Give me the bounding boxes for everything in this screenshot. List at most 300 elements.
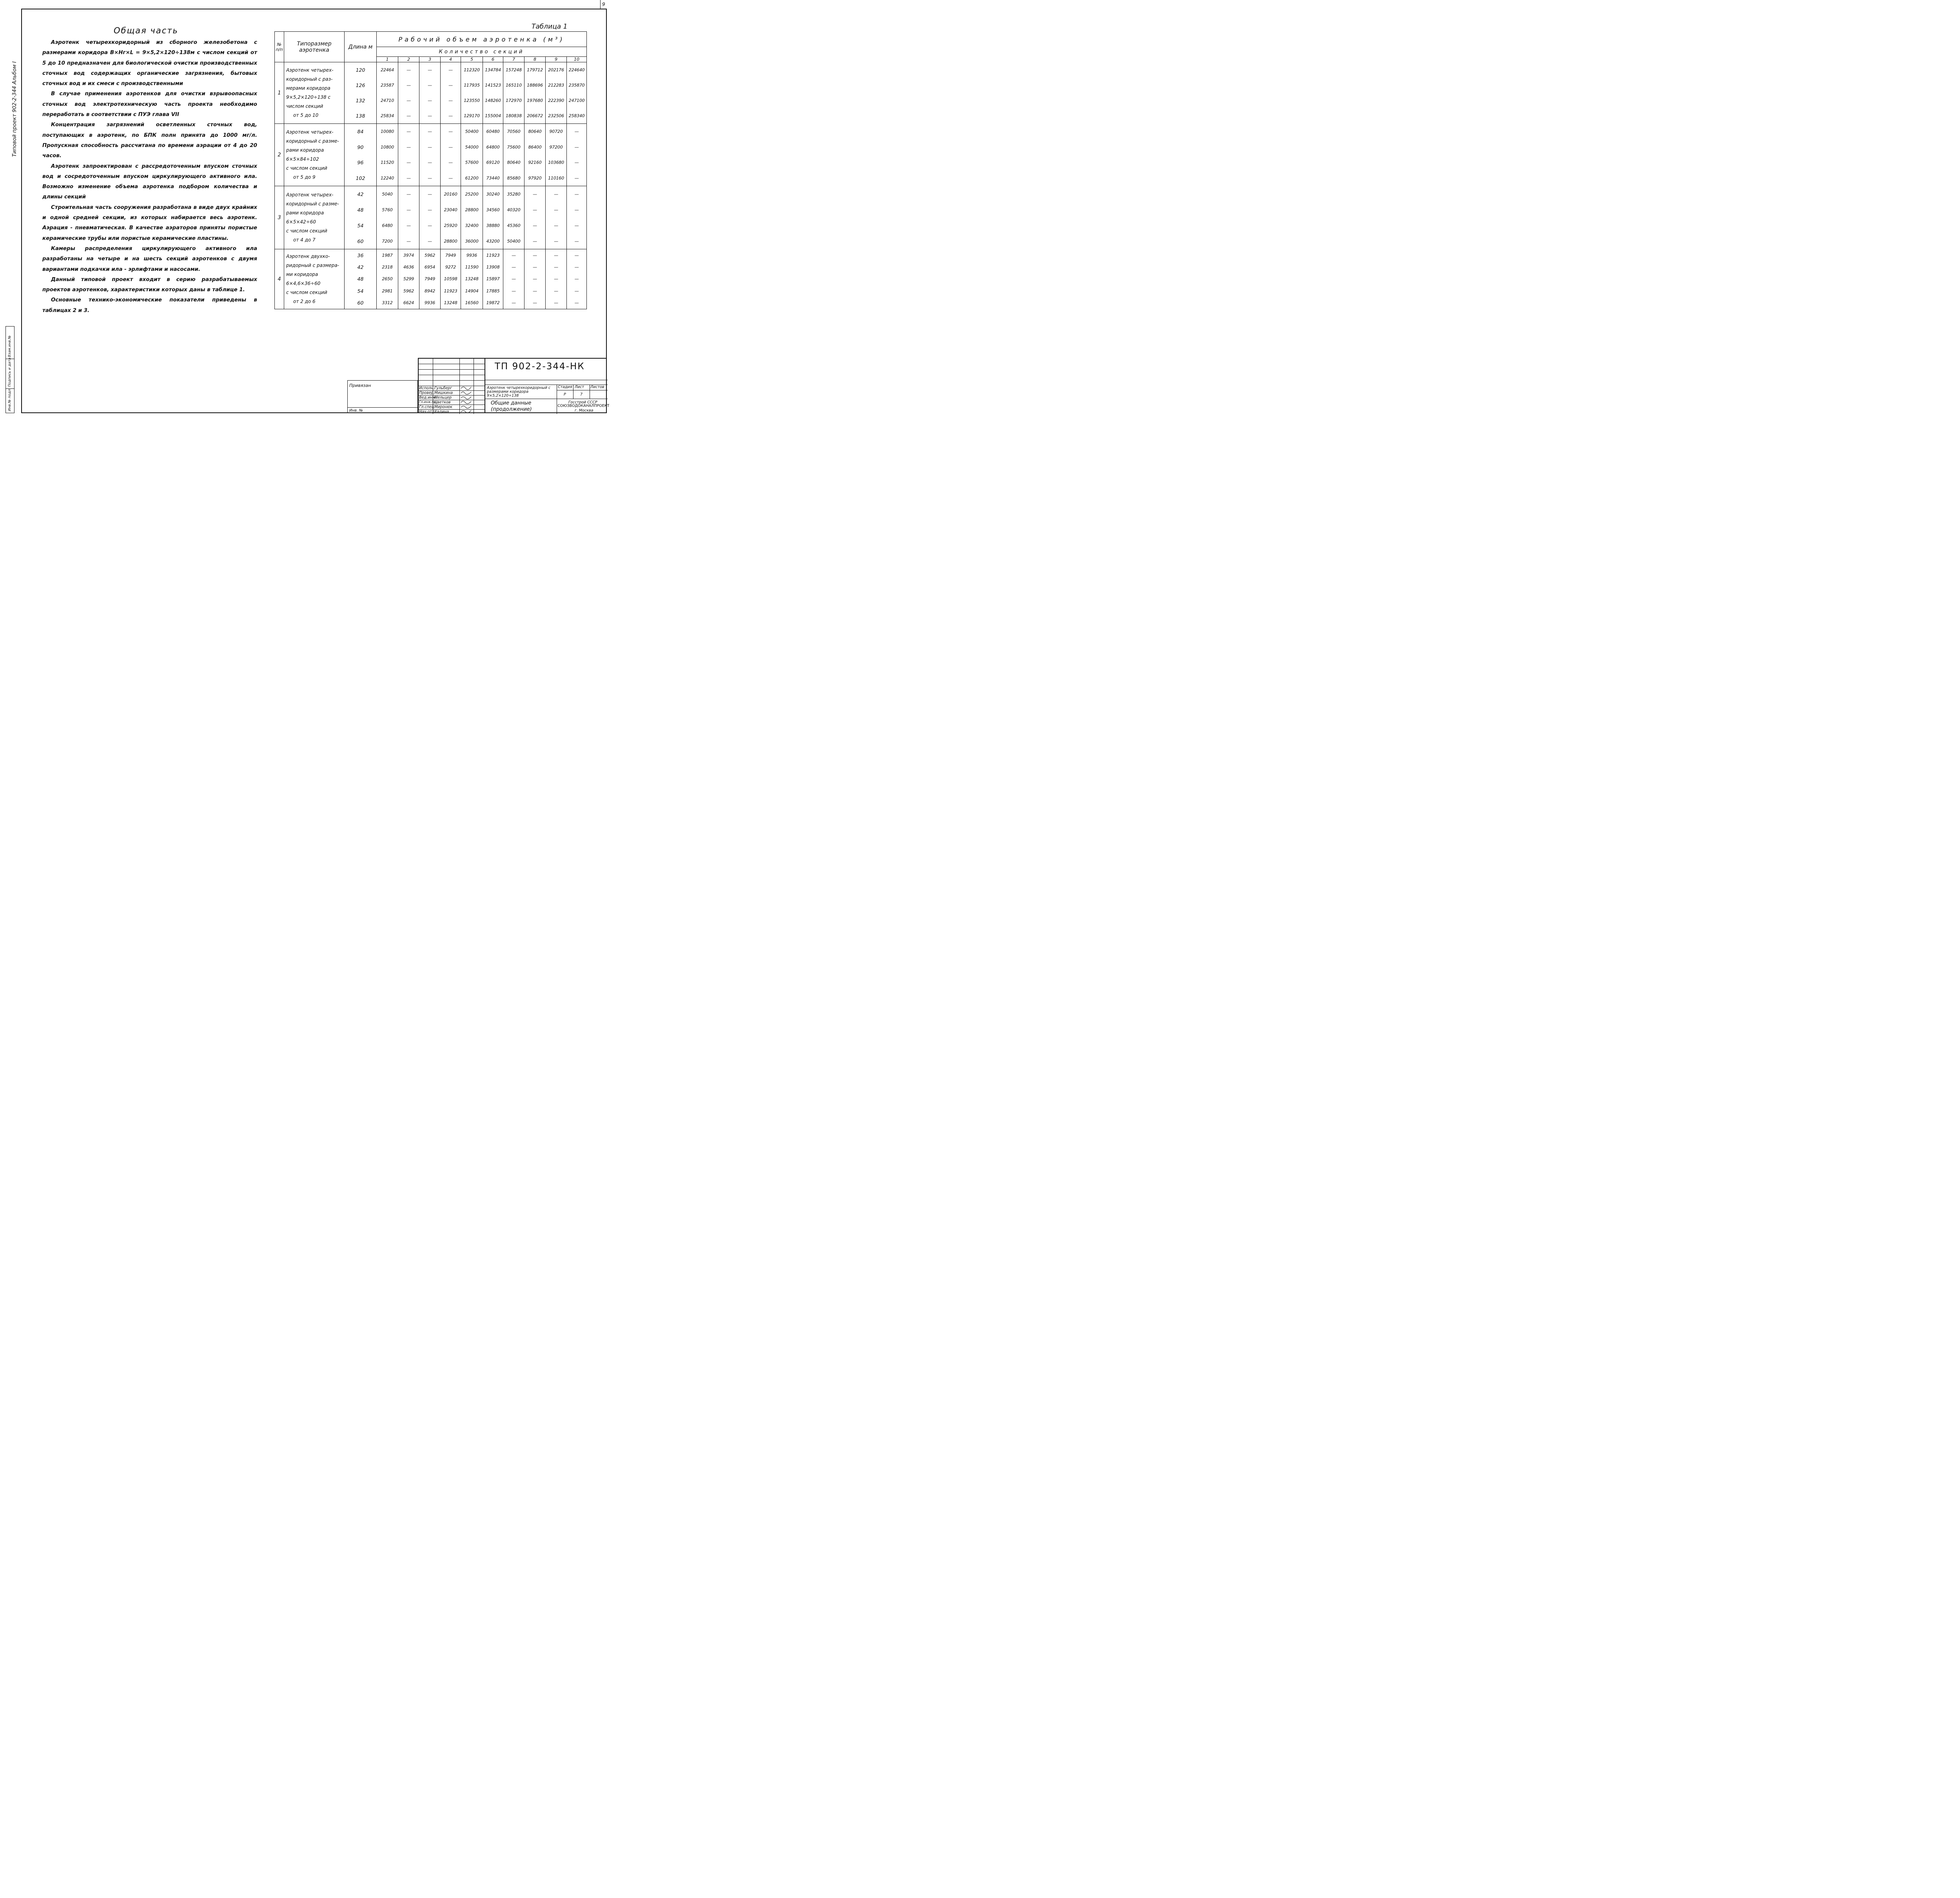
- volume-value: 123550: [464, 98, 480, 103]
- header-section-number: 10: [567, 57, 587, 62]
- volume-value: —: [554, 238, 558, 244]
- volume-value: 110160: [548, 175, 564, 181]
- volume-value: —: [428, 83, 432, 88]
- volume-cell: [441, 124, 461, 186]
- volume-value: 180838: [506, 113, 522, 118]
- notes-title: Общая часть: [114, 26, 178, 35]
- notes-paragraph: Данный типовой проект входит в серию разрабатываемых проектов аэротенков, характеристики которых даны в таблице 1.: [42, 276, 257, 293]
- volume-cell: [461, 249, 483, 309]
- volume-value: 35280: [507, 191, 521, 197]
- volume-cell: [546, 124, 567, 186]
- type-description-line: ми коридора: [286, 272, 318, 277]
- table-row: [275, 124, 587, 186]
- volume-value: 24710: [381, 98, 394, 103]
- person-name: Миронюк: [434, 405, 453, 409]
- volume-value: —: [407, 175, 411, 181]
- volume-value: 97200: [549, 144, 563, 150]
- person-name: Цветков: [434, 400, 451, 405]
- volume-value: —: [428, 238, 432, 244]
- volume-value: 14904: [465, 288, 479, 294]
- type-description-line: с числом секций: [286, 228, 327, 234]
- volume-value: 4636: [403, 265, 414, 270]
- type-description-line: коридорный с разме-: [286, 201, 339, 207]
- volume-value: —: [574, 191, 579, 197]
- volume-value: —: [574, 300, 579, 306]
- volume-value: 43200: [486, 238, 500, 244]
- length-value: 42: [357, 191, 364, 197]
- volume-value: —: [428, 144, 432, 150]
- volume-value: 28800: [444, 238, 457, 244]
- volume-table: [274, 31, 587, 309]
- volume-value: 75600: [507, 144, 521, 150]
- row-number: 3: [275, 186, 284, 249]
- volume-cell: [461, 62, 483, 124]
- volume-value: 34560: [486, 207, 500, 212]
- volume-value: —: [428, 113, 432, 118]
- strip-label-replace: Взам.инв.№: [8, 335, 12, 357]
- type-description-line: 6×5×42÷60: [286, 219, 316, 225]
- volume-cell: [461, 124, 483, 186]
- volume-cell: [503, 62, 524, 124]
- type-description: [284, 249, 345, 309]
- length-value: 126: [356, 82, 365, 88]
- volume-value: —: [448, 113, 453, 118]
- volume-value: 165110: [506, 83, 522, 88]
- type-description: [284, 124, 345, 186]
- volume-value: 40320: [507, 207, 521, 212]
- volume-value: 22464: [381, 67, 394, 73]
- volume-value: —: [428, 67, 432, 73]
- type-description-line: с числом секций: [286, 165, 327, 171]
- volume-value: —: [533, 300, 537, 306]
- role-label: Провер.: [419, 391, 435, 395]
- volume-value: —: [428, 207, 432, 212]
- volume-value: 9272: [445, 265, 456, 270]
- header-no: № п/п: [275, 32, 284, 62]
- volume-value: —: [554, 252, 558, 258]
- type-description-line: Аэротенк четырех-: [286, 67, 334, 73]
- volume-value: 202176: [548, 67, 564, 73]
- volume-value: —: [554, 288, 558, 294]
- volume-value: 80640: [528, 129, 542, 134]
- role-label: Гл.инж.пр.: [419, 400, 437, 404]
- volume-value: —: [407, 129, 411, 134]
- type-description-line: Аэротенк четырех-: [286, 192, 334, 198]
- volume-value: 8942: [424, 288, 436, 294]
- volume-value: —: [448, 175, 453, 181]
- header-section-number: 1: [377, 57, 398, 62]
- type-description-line: 6×5×84÷102: [286, 156, 319, 162]
- volume-value: 13908: [486, 265, 500, 270]
- side-project-label: Типовой проект 902-2-344 Альбом I: [12, 61, 18, 157]
- volume-value: —: [448, 83, 453, 88]
- volume-value: 90720: [549, 129, 563, 134]
- volume-cell: [483, 124, 503, 186]
- header-section-number: 3: [419, 57, 441, 62]
- length-value: 132: [356, 98, 365, 103]
- volume-value: 5299: [403, 276, 414, 282]
- length-value: 60: [357, 238, 364, 244]
- length-value: 48: [357, 276, 364, 282]
- volume-cell: [503, 124, 524, 186]
- notes-paragraph: Строительная часть сооружения разработана в виде двух крайних и одной средней секции, из которых набирается весь аэротенк. Аэрация - пневматическая. В качестве аэраторов приняты пористые керамические трубы или пористые керамические пластины.: [42, 204, 257, 241]
- header-sections: Количество секций: [377, 47, 587, 57]
- volume-value: 206672: [527, 113, 543, 118]
- volume-cell: [419, 124, 441, 186]
- grid-line: [419, 369, 485, 370]
- volume-value: 2981: [382, 288, 393, 294]
- person-name: Хадина: [434, 410, 449, 414]
- volume-cell: [524, 62, 546, 124]
- header-section-number: 9: [546, 57, 567, 62]
- document-code: ТП 902-2-344-НК: [495, 361, 585, 372]
- volume-value: —: [533, 276, 537, 282]
- length-cell: [345, 124, 377, 186]
- type-description-line: Аэротенк четырех-: [286, 129, 334, 135]
- type-description-line: коридорный с раз-: [286, 76, 333, 82]
- volume-value: 5040: [382, 191, 393, 197]
- notes-paragraph: Основные технико-экономические показатели приведены в таблицах 2 и 3.: [42, 297, 257, 314]
- volume-value: —: [554, 265, 558, 270]
- table-row: [275, 186, 587, 249]
- volume-value: —: [448, 67, 453, 73]
- volume-value: 129170: [464, 113, 480, 118]
- volume-value: 85680: [507, 175, 521, 181]
- volume-value: 73440: [486, 175, 500, 181]
- row-number: 2: [275, 124, 284, 186]
- person-name: Мельцер: [434, 396, 452, 400]
- volume-value: —: [512, 300, 516, 306]
- volume-value: —: [428, 175, 432, 181]
- role-label: Исполн.: [419, 386, 435, 390]
- volume-value: —: [448, 98, 453, 103]
- volume-value: —: [554, 223, 558, 228]
- volume-value: 11923: [444, 288, 457, 294]
- volume-value: —: [533, 265, 537, 270]
- person-name: Гульберг: [434, 386, 452, 390]
- volume-value: 7949: [424, 276, 436, 282]
- volume-cell: [567, 124, 587, 186]
- length-value: 90: [357, 144, 364, 150]
- volume-cell: [483, 62, 503, 124]
- volume-value: 11520: [381, 160, 394, 165]
- volume-cell: [483, 249, 503, 309]
- volume-value: 5962: [403, 288, 414, 294]
- volume-value: 3974: [403, 252, 414, 258]
- volume-value: 134784: [485, 67, 501, 73]
- volume-value: —: [448, 160, 453, 165]
- volume-cell: [398, 249, 419, 309]
- volume-cell: [398, 186, 419, 249]
- volume-value: —: [533, 238, 537, 244]
- length-value: 42: [357, 264, 364, 270]
- volume-value: —: [407, 144, 411, 150]
- type-description: [284, 186, 345, 249]
- volume-value: 155004: [485, 113, 501, 118]
- header-volume: Рабочий объем аэротенка (м³): [377, 32, 587, 47]
- volume-value: —: [448, 144, 453, 150]
- volume-value: 222390: [548, 98, 564, 103]
- volume-value: —: [407, 67, 411, 73]
- volume-value: 10598: [444, 276, 457, 282]
- volume-value: —: [554, 300, 558, 306]
- volume-cell: [377, 186, 398, 249]
- volume-value: 9936: [424, 300, 436, 306]
- volume-cell: [567, 62, 587, 124]
- volume-value: —: [512, 265, 516, 270]
- volume-value: 19872: [486, 300, 500, 306]
- volume-value: 13248: [444, 300, 457, 306]
- volume-value: 112320: [464, 67, 480, 73]
- volume-value: —: [407, 113, 411, 118]
- volume-value: 172970: [506, 98, 522, 103]
- length-value: 84: [357, 129, 364, 135]
- volume-value: —: [574, 276, 579, 282]
- volume-value: —: [533, 207, 537, 212]
- volume-value: —: [407, 207, 411, 212]
- stage-value: Р: [564, 392, 566, 397]
- type-description-line: коридорный с разме-: [286, 138, 339, 144]
- volume-cell: [567, 186, 587, 249]
- inv-label: Инв. №: [349, 408, 363, 413]
- volume-cell: [461, 186, 483, 249]
- volume-value: —: [574, 265, 579, 270]
- volume-value: 97920: [528, 175, 542, 181]
- volume-value: —: [574, 252, 579, 258]
- volume-value: 12240: [381, 175, 394, 181]
- stamp-strip-values: [14, 326, 21, 413]
- binding-divider: [348, 407, 418, 408]
- type-description-line: от 5 до 10: [293, 113, 319, 118]
- volume-value: 28800: [465, 207, 479, 212]
- type-description-line: от 2 до 6: [293, 299, 316, 304]
- role-label: Гл.спец.: [419, 405, 436, 409]
- volume-value: 70560: [507, 129, 521, 134]
- length-value: 36: [357, 252, 364, 258]
- header-type: Типоразмер аэротенка: [284, 32, 345, 62]
- notes-paragraph: Аэротенк четырехкоридорный из сборного железобетона с размерами коридора B×Hг×L = 9×5,2×120÷138м с числом секций от 5 до 10 предназначен для биологической очистки производственных сточных вод содержащих органические загрязнения, бытовых сточных вод и их смеси с производственными: [42, 40, 257, 87]
- volume-value: 25200: [465, 191, 479, 197]
- volume-value: —: [428, 191, 432, 197]
- volume-value: 5760: [382, 207, 393, 212]
- volume-cell: [419, 62, 441, 124]
- volume-value: 54000: [465, 144, 479, 150]
- notes-paragraph: Камеры распределения циркулирующего активного ила разработаны на четыре и на шесть секций аэротенков с двумя вариантами подкачки ила - эрлифтами и насосами.: [42, 245, 257, 272]
- type-description-line: мерами коридора: [286, 85, 330, 91]
- signature-scribbles: [459, 385, 474, 414]
- volume-value: —: [407, 160, 411, 165]
- stamp-strip: [5, 326, 14, 413]
- volume-value: 11590: [465, 265, 479, 270]
- volume-value: —: [554, 191, 558, 197]
- volume-value: 117935: [464, 83, 480, 88]
- volume-value: —: [554, 207, 558, 212]
- volume-value: 7200: [382, 238, 393, 244]
- notes-text: [42, 38, 257, 316]
- volume-value: 92160: [528, 160, 542, 165]
- volume-cell: [546, 62, 567, 124]
- volume-cell: [524, 186, 546, 249]
- length-value: 138: [356, 113, 365, 119]
- volume-value: 232506: [548, 113, 564, 118]
- volume-value: —: [428, 129, 432, 134]
- volume-value: 64800: [486, 144, 500, 150]
- volume-value: —: [574, 288, 579, 294]
- volume-value: 11923: [486, 252, 500, 258]
- volume-value: —: [512, 252, 516, 258]
- strip-label-inv: Инв.№ подл.: [8, 388, 12, 411]
- volume-value: 7949: [445, 252, 456, 258]
- volume-value: —: [574, 207, 579, 212]
- person-name: Мишкина: [434, 391, 453, 395]
- volume-cell: [441, 186, 461, 249]
- volume-value: —: [574, 129, 579, 134]
- volume-value: —: [554, 276, 558, 282]
- volume-value: —: [407, 83, 411, 88]
- volume-value: 157248: [506, 67, 522, 73]
- type-description-line: рами коридора: [286, 147, 324, 153]
- type-description-line: числом секций: [286, 103, 323, 109]
- table-row: [275, 249, 587, 309]
- length-value: 60: [357, 300, 364, 306]
- type-description-line: с числом секций: [286, 290, 327, 295]
- volume-value: 38880: [486, 223, 500, 228]
- type-description-line: от 4 до 7: [293, 237, 316, 243]
- object-title-text: Аэротенк четырехкоридорный с размерами коридора 9×5,2×120÷138: [487, 386, 551, 398]
- volume-cell: [419, 186, 441, 249]
- role-label: Вед.инж.: [419, 396, 437, 400]
- volume-value: 224640: [568, 67, 585, 73]
- length-value: 96: [357, 160, 364, 166]
- title-block-signatures: [418, 358, 485, 413]
- row-number: 1: [275, 62, 284, 124]
- volume-value: 2650: [382, 276, 393, 282]
- length-cell: [345, 249, 377, 309]
- length-value: 54: [357, 288, 364, 294]
- volume-value: 6480: [382, 223, 393, 228]
- notes-paragraph: В случае применения аэротенков для очистки взрывоопасных сточных вод электротехническую часть проекта необходимо переработать в соответствии с ПУЭ глава VII: [42, 91, 257, 118]
- volume-value: 69120: [486, 160, 500, 165]
- table-row: [275, 62, 587, 124]
- notes-paragraph: Аэротенк запроектирован с рассредоточенным впуском сточных вод и сосредоточенным впуском циркулирующего активного ила. Возможно изменение объема аэротенка подбором количества и длины секций: [42, 163, 257, 200]
- sheet-title: Общие данные (продолжение): [491, 400, 532, 412]
- volume-value: 25834: [381, 113, 394, 118]
- volume-value: 60480: [486, 129, 500, 134]
- sheet-number-divider: [600, 0, 601, 9]
- volume-value: 6954: [424, 265, 436, 270]
- header-length: Длина м: [345, 32, 377, 62]
- grid-line: [419, 380, 485, 381]
- volume-value: 103680: [548, 160, 564, 165]
- sheet-number: 9: [602, 2, 605, 7]
- type-description-line: ридорный с размера-: [286, 263, 339, 268]
- volume-value: 141523: [485, 83, 501, 88]
- volume-value: 80640: [507, 160, 521, 165]
- title-block-binding: [347, 380, 418, 413]
- volume-cell: [546, 249, 567, 309]
- volume-cell: [398, 62, 419, 124]
- volume-cell: [377, 124, 398, 186]
- volume-value: —: [574, 160, 579, 165]
- volume-cell: [377, 249, 398, 309]
- volume-value: 23040: [444, 207, 457, 212]
- volume-value: 50400: [507, 238, 521, 244]
- volume-value: 3312: [382, 300, 393, 306]
- volume-cell: [503, 249, 524, 309]
- volume-value: —: [448, 129, 453, 134]
- volume-value: —: [533, 288, 537, 294]
- type-description-line: рами коридора: [286, 210, 324, 216]
- volume-value: 10800: [381, 144, 394, 150]
- volume-cell: [441, 62, 461, 124]
- volume-value: 212283: [548, 83, 564, 88]
- volume-value: —: [428, 223, 432, 228]
- volume-cell: [567, 249, 587, 309]
- volume-cell: [398, 124, 419, 186]
- volume-cell: [483, 186, 503, 249]
- volume-value: 10080: [381, 129, 394, 134]
- type-description-line: Аэротенк двухко-: [286, 254, 330, 259]
- volume-value: 15897: [486, 276, 500, 282]
- volume-cell: [503, 186, 524, 249]
- volume-cell: [441, 249, 461, 309]
- volume-value: —: [533, 191, 537, 197]
- length-value: 120: [356, 67, 365, 73]
- org-line-3: г. Москва: [575, 408, 593, 413]
- volume-value: —: [574, 223, 579, 228]
- header-section-number: 7: [503, 57, 524, 62]
- volume-value: 9936: [466, 252, 477, 258]
- volume-value: 30240: [486, 191, 500, 197]
- length-cell: [345, 186, 377, 249]
- volume-value: —: [428, 160, 432, 165]
- volume-value: —: [407, 191, 411, 197]
- header-section-number: 4: [441, 57, 461, 62]
- volume-value: —: [533, 252, 537, 258]
- length-value: 54: [357, 222, 364, 229]
- type-description: [284, 62, 345, 124]
- volume-value: —: [407, 223, 411, 228]
- strip-label-sign: Подпись и дата: [8, 357, 12, 387]
- volume-value: —: [428, 98, 432, 103]
- volume-value: 235870: [568, 83, 585, 88]
- header-section-number: 2: [398, 57, 419, 62]
- type-description-line: 6×4,6×36÷60: [286, 281, 321, 286]
- volume-value: 258340: [568, 113, 585, 118]
- header-section-number: 5: [461, 57, 483, 62]
- volume-value: —: [574, 238, 579, 244]
- volume-value: 50400: [465, 129, 479, 134]
- volume-value: 20160: [444, 191, 457, 197]
- length-value: 48: [357, 207, 364, 213]
- volume-value: 86400: [528, 144, 542, 150]
- volume-value: 23587: [381, 83, 394, 88]
- binding-label: Привязан: [349, 383, 371, 388]
- volume-value: —: [574, 144, 579, 150]
- volume-cell: [419, 249, 441, 309]
- table-body: [275, 62, 587, 309]
- volume-value: 6624: [403, 300, 414, 306]
- volume-cell: [546, 186, 567, 249]
- object-title: [487, 386, 557, 398]
- volume-value: 45360: [507, 223, 521, 228]
- volume-value: 25920: [444, 223, 457, 228]
- notes-paragraph: Концентрация загрязнений осветленных сточных вод, поступающих в аэротенк, по БПК полн принята до 1000 мг/л. Пропускная способность рассчитана по времени аэрации от 4 до 20 часов.: [42, 122, 257, 159]
- length-cell: [345, 62, 377, 124]
- volume-value: 32400: [465, 223, 479, 228]
- volume-value: 188696: [527, 83, 543, 88]
- org-line-1: Госстрой СССР: [568, 400, 597, 405]
